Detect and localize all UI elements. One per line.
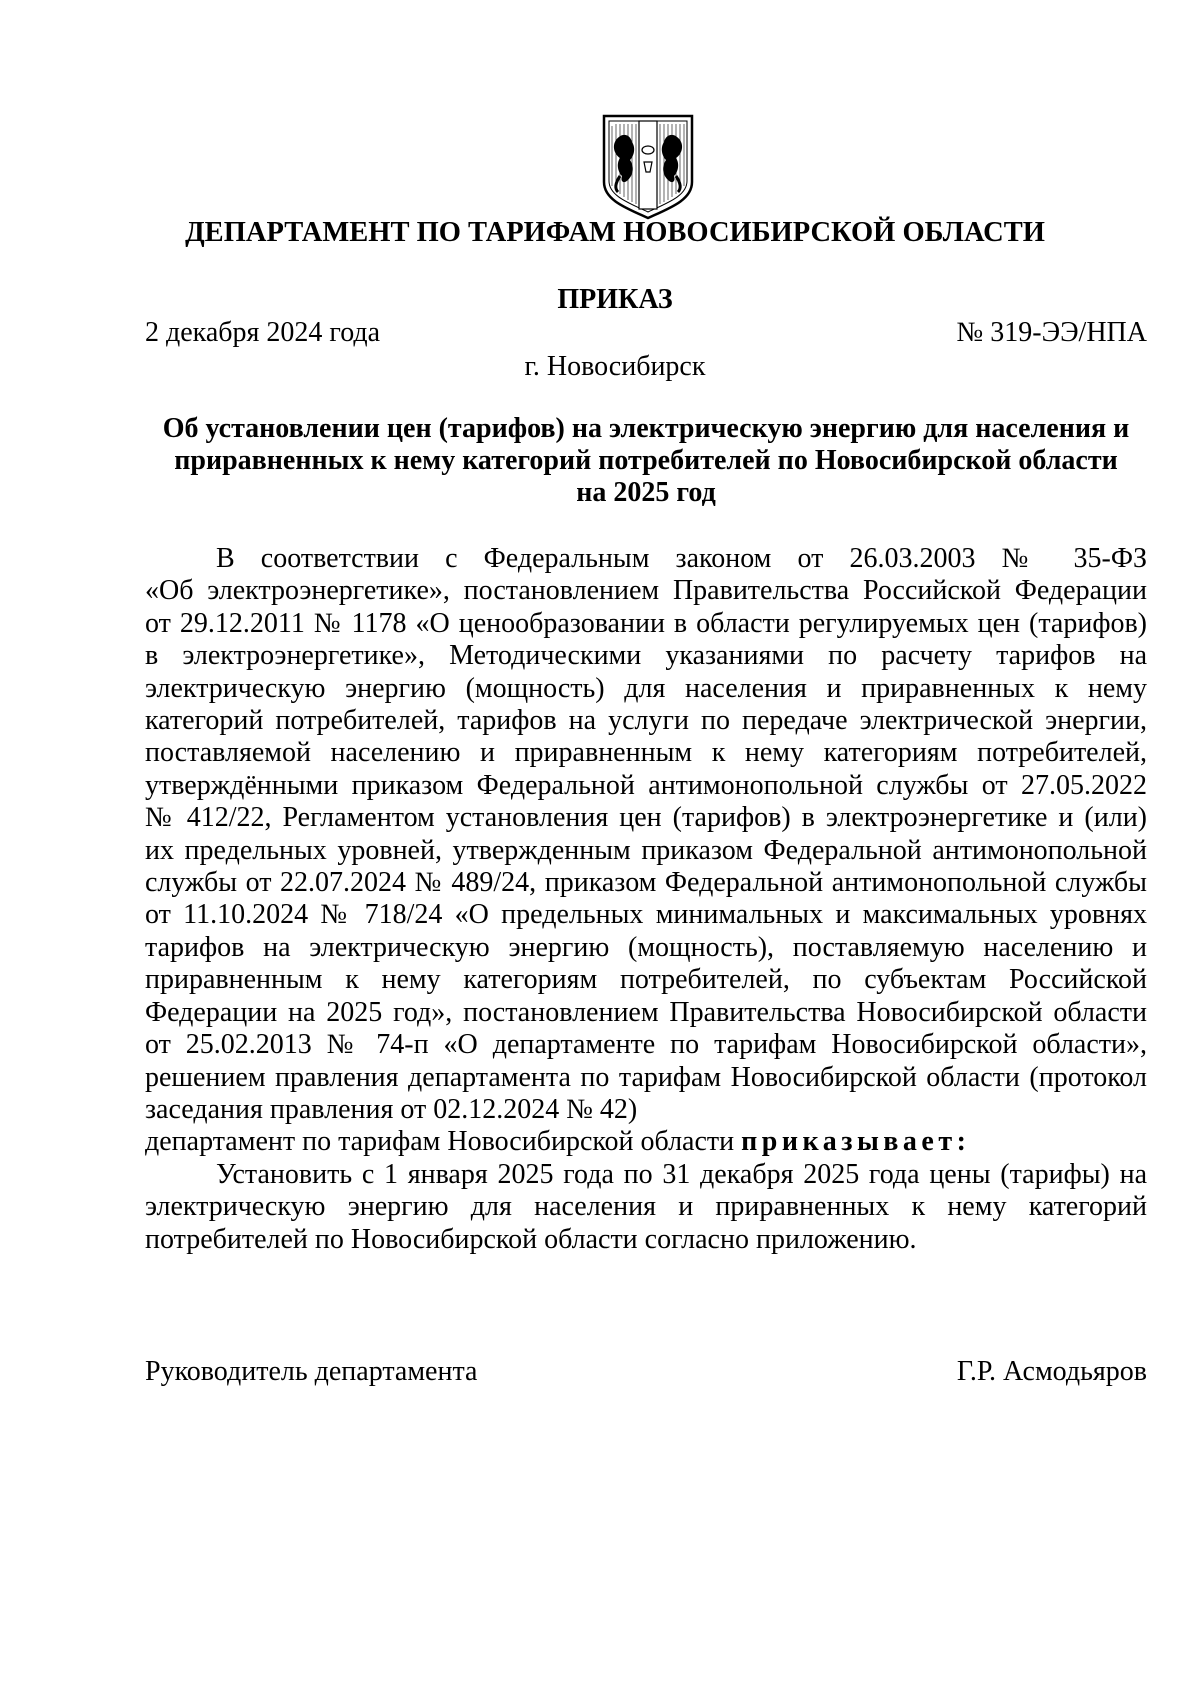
body-line: поставляемой населению и приравненным к нему категориям потребителей,: [145, 737, 1147, 769]
body-line: в электроэнергетике», Методическими указаниями по расчету тарифов на: [145, 640, 1147, 672]
signature-role: Руководитель департамента: [145, 1356, 478, 1387]
body-line: тарифов на электрическую энергию (мощность), поставляемую населению и: [145, 931, 1147, 963]
subject-line: Об установлении цен (тарифов) на электрическую энергию для населения и: [162, 413, 1130, 444]
orders-line: [145, 1126, 1147, 1158]
coat-of-arms-emblem: [600, 112, 696, 220]
body-line: от 29.12.2011 № 1178 «О ценообразовании в области регулируемых цен (тарифов): [145, 607, 1147, 639]
order-city: г. Новосибирск: [524, 351, 706, 382]
orders-word: приказывает:: [741, 1126, 971, 1158]
body-line: утверждёнными приказом Федеральной антимонопольной службы от 27.05.2022: [145, 769, 1147, 801]
subject-line: на 2025 год: [576, 477, 716, 508]
order-number: № 319-ЭЭ/НПА: [956, 317, 1147, 348]
subject-line: приравненных к нему категорий потребителей по Новосибирской области: [174, 445, 1118, 476]
document-body: [145, 543, 1147, 1256]
signature-name: Г.Р. Асмодьяров: [956, 1356, 1147, 1387]
body-line: «Об электроэнергетике», постановлением Правительства Российской Федерации: [145, 575, 1147, 607]
body-line: электрическую энергию (мощность) для населения и приравненных к нему: [145, 672, 1147, 704]
body-line: категорий потребителей, тарифов на услуги по передаче электрической энергии,: [145, 705, 1147, 737]
body-line: их предельных уровней, утвержденным приказом Федеральной антимонопольной: [145, 834, 1147, 866]
orders-prefix: департамент по тарифам Новосибирской области: [145, 1126, 742, 1158]
body-line: В соответствии с Федеральным законом от 26.03.2003 № 35-ФЗ: [216, 543, 1147, 574]
decision-line: электрическую энергию для населения и приравненных к нему категорий: [145, 1191, 1147, 1223]
decision-line: потребителей по Новосибирской области согласно приложению.: [145, 1223, 917, 1255]
document-subject: [145, 413, 1147, 509]
body-line: от 11.10.2024 № 718/24 «О предельных минимальных и максимальных уровнях: [145, 899, 1147, 931]
body-line: решением правления департамента по тарифам Новосибирской области (протокол: [145, 1061, 1147, 1093]
body-line: Федерации на 2025 год», постановлением Правительства Новосибирской области: [145, 996, 1147, 1028]
order-date: 2 декабря 2024 года: [145, 317, 381, 348]
body-line: заседания правления от 02.12.2024 № 42): [145, 1093, 638, 1125]
body-line: приравненным к нему категориям потребителей, по субъектам Российской: [145, 964, 1147, 996]
body-line: от 25.02.2013 № 74-п «О департаменте по тарифам Новосибирской области»,: [145, 1029, 1147, 1061]
department-title: ДЕПАРТАМЕНТ ПО ТАРИФАМ НОВОСИБИРСКОЙ ОБЛАСТИ: [185, 217, 1045, 248]
order-label: ПРИКАЗ: [557, 284, 673, 315]
body-line: службы от 22.07.2024 № 489/24, приказом Федеральной антимонопольной службы: [145, 867, 1147, 899]
body-line: № 412/22, Регламентом установления цен (тарифов) в электроэнергетике и (или): [145, 802, 1147, 834]
decision-line: Установить с 1 января 2025 года по 31 декабря 2025 года цены (тарифы) на: [216, 1158, 1147, 1190]
